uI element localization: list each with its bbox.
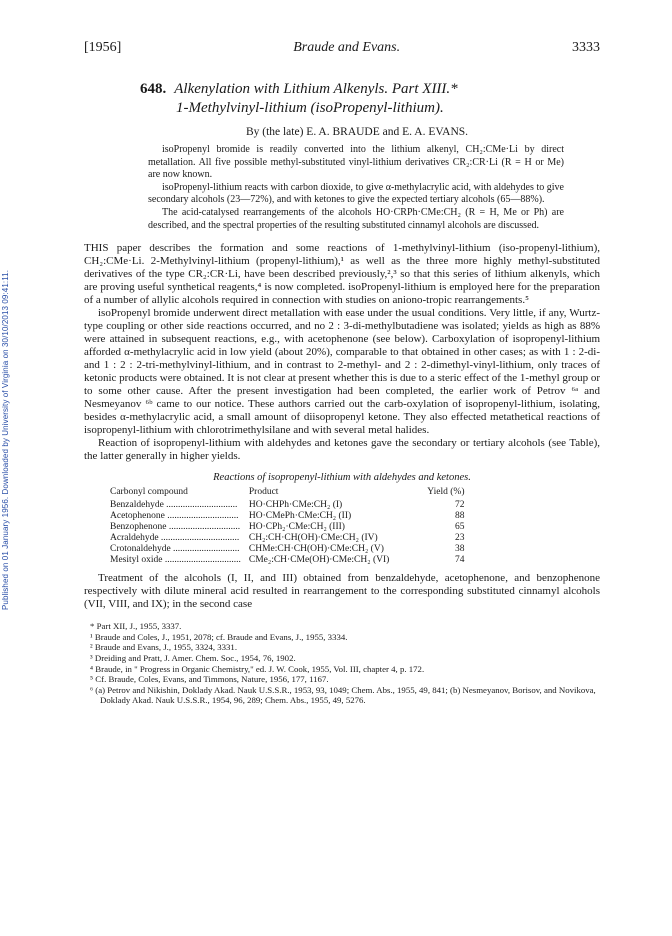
footnotes	[84, 621, 600, 706]
table-cell: Benzophenone ..............................	[110, 522, 241, 533]
footnote: ⁴ Braude, in " Progress in Organic Chemistry," ed. J. W. Cook, 1955, Vol. III, chapter 4, p. 172.	[90, 663, 425, 674]
table-cell: HO·CPh₂·CMe:CH₂ (III)	[248, 522, 345, 533]
table-row	[110, 533, 465, 544]
column-header: Product	[248, 487, 279, 498]
table-cell: Benzaldehyde ..............................	[110, 500, 238, 511]
abstract-paragraph: isoPropenyl-lithium reacts with carbon dioxide, to give α-methylacrylic acid, with aldehydes to give secondary alcohols (23—72%), and with ketones to give the expected tertiary alcohols (65—88%).	[148, 181, 564, 206]
column-header: Yield (%)	[427, 487, 465, 498]
results-table	[110, 486, 465, 566]
table-cell: 74	[455, 555, 465, 566]
table-header-row	[110, 486, 465, 500]
page-header	[84, 40, 600, 56]
author-line: By (the late) E. A. BRAUDE and E. A. EVANS.	[245, 126, 469, 138]
footnote: ¹ Braude and Coles, J., 1951, 2078; cf. Braude and Evans, J., 1955, 3334.	[90, 631, 348, 642]
table-cell: CMe₂:CH·CMe(OH)·CMe:CH₂ (VI)	[248, 555, 390, 566]
abstract-paragraph: The acid-catalysed rearrangements of the alcohols HO·CRPh·CMe:CH₂ (R = H, Me or Ph) are described, and the spectral properties of the resulting substituted cinnamyl alcohols are discussed.	[148, 206, 564, 231]
results-table-block	[84, 471, 600, 566]
abstract	[148, 144, 564, 232]
table-cell: 23	[455, 533, 465, 544]
body-paragraph: Reaction of isopropenyl-lithium with aldehydes and ketones gave the secondary or tertiary alcohols (see Table), the latter generally in higher yields.	[84, 437, 600, 463]
footnote: ⁶ (a) Petrov and Nikishin, Doklady Akad. Nauk U.S.S.R., 1953, 93, 1049; Chem. Abs., 1955, 49, 841; (b) Nesmeyanov, Borisov, and Novikova, Doklady Akad. Nauk U.S.S.R., 1954, 96, 289; Chem. Abs., 1955, 49, 5276.	[90, 684, 596, 706]
table-cell: CHMe:CH·CH(OH)·CMe:CH₂ (V)	[248, 544, 384, 555]
table-caption: Reactions of isopropenyl-lithium with aldehydes and ketones.	[213, 472, 471, 484]
table-row	[110, 544, 465, 555]
journal-page	[84, 40, 600, 706]
abstract-paragraph: isoPropenyl bromide is readily converted into the lithium alkenyl, CH₂:CMe·Li by direct metallation. All five possible methyl-substituted vinyl-lithium derivatives CR₂:CR·Li (R = H or Me) are now known.	[148, 144, 564, 181]
footnote: ³ Dreiding and Pratt, J. Amer. Chem. Soc., 1954, 76, 1902.	[90, 652, 296, 663]
table-cell: Crotonaldehyde ............................	[110, 544, 240, 555]
body-paragraph: Treatment of the alcohols (I, II, and III) obtained from benzaldehyde, acetophenone, and benzophenone respectively with dilute mineral acid resulted in rearrangement to the corresponding substituted cinnamyl alcohols (VII, VIII, and IX); in the second case	[84, 572, 600, 611]
footnote: ⁵ Cf. Braude, Coles, Evans, and Timmons, Nature, 1956, 177, 1167.	[90, 674, 329, 685]
table-cell: 38	[455, 544, 465, 555]
table-cell: 65	[455, 522, 465, 533]
page-number: 3333	[571, 40, 600, 55]
header-year: [1956]	[84, 40, 122, 55]
footnote: * Part XII, J., 1955, 3337.	[90, 621, 182, 632]
article-body	[84, 242, 600, 611]
table-cell: CH₂:CH·CH(OH)·CMe:CH₂ (IV)	[248, 533, 378, 544]
table-cell: Acetophenone ..............................	[110, 511, 239, 522]
title-line-2: 1-Methylvinyl-lithium (isoPropenyl-lithium).	[176, 100, 444, 116]
table-cell: HO·CMePh·CMe:CH₂ (II)	[248, 511, 352, 522]
table-row	[110, 555, 465, 566]
table-row	[110, 511, 465, 522]
table-cell: Acraldehyde .................................	[110, 533, 240, 544]
download-watermark	[0, 150, 16, 620]
footnote: ² Braude and Evans, J., 1955, 3324, 3331.	[90, 642, 238, 653]
running-title: Braude and Evans.	[293, 40, 401, 55]
table-cell: HO·CHPh·CMe:CH₂ (I)	[248, 500, 343, 511]
title-line-1: Alkenylation with Lithium Alkenyls. Part XIII.*	[174, 81, 458, 97]
download-watermark-text: Published on 01 January 1956. Downloaded by University of Virginia on 30/10/2013 09:41:11.	[1, 269, 10, 610]
table-cell: 88	[455, 511, 465, 522]
table-cell: 72	[455, 500, 465, 511]
table-row	[110, 500, 465, 511]
table-cell: Mesityl oxide ................................	[110, 555, 241, 566]
body-paragraph: isoPropenyl bromide underwent direct metallation with ease under the usual conditions. Very little, if any, Wurtz-type coupling or other side reactions occurred, and no 2 : 3-di-methylbutadiene was isolated; yields as high as 88% were attained in subsequent reactions, e.g., with acetophenone (see below). Carboxylation of isopropenyl-lithium afforded α-methylacrylic acid in low yield (about 20%), comparable to that obtained in other cases; as with 1 : 2-di- and 1 : 2 : 2-tri-methylvinyl-lithium, and in contrast to 2-methyl- and 2 : 2-dimethyl-vinyl-lithium, only traces of ketonic products were obtained. It is not clear at present whether this is due to a steric effect of the 1-methyl group or to some other cause. After the present investigation had been completed, the earlier work of Petrov ⁶ᵃ and Nesmeyanov ⁶ᵇ came to our notice. These authors carried out the carb-oxylation of isopropenyl-lithium, isolating, besides α-methylacrylic acid, a small amount of diisopropenyl ketone. They also effected metathetical reactions of isopropenyl-lithium with chlorotrimethylsilane and with several metal halides.	[84, 307, 600, 437]
table-row	[110, 522, 465, 533]
column-header: Carbonyl compound	[110, 487, 188, 498]
article-number: 648.	[140, 81, 167, 97]
article-title	[84, 80, 600, 118]
body-paragraph: THIS paper describes the formation and some reactions of 1-methylvinyl-lithium (iso-propenyl-lithium), CH₂:CMe·Li. 2-Methylvinyl-lithium (propenyl-lithium),¹ as well as the three more highly methyl-substituted derivatives of the type CR₂:CR·Li, have been described previously,²,³ so that this series of lithium alkenyls, which are proving useful synthetical reagents,⁴ is now completed. isoPropenyl-lithium is employed here for the preparation of a number of allylic alcohols required in connection with studies on aniono-tropic rearrangements.⁵	[84, 242, 600, 307]
